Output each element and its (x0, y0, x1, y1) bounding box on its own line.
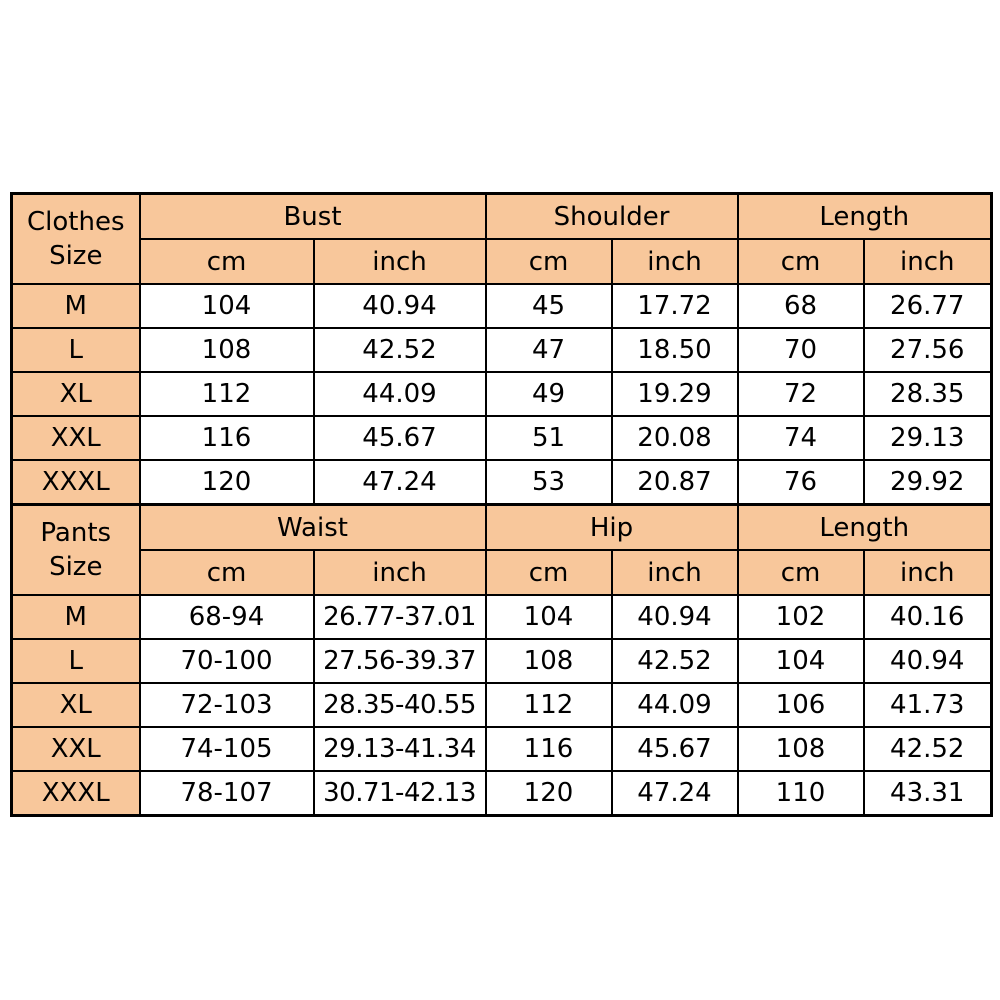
size-cell: XXL (12, 727, 140, 771)
unit-header: cm (486, 239, 612, 284)
value-cell: 76 (738, 460, 864, 505)
pants-group-length: Length (738, 505, 992, 551)
table-row (12, 416, 992, 460)
size-cell: XXXL (12, 771, 140, 816)
value-cell: 116 (140, 416, 314, 460)
clothes-unit-header-row (12, 239, 992, 284)
value-cell: 72-103 (140, 683, 314, 727)
value-cell: 104 (486, 595, 612, 639)
table-row (12, 328, 992, 372)
value-cell: 116 (486, 727, 612, 771)
clothes-group-length: Length (738, 194, 992, 240)
value-cell: 44.09 (612, 683, 738, 727)
size-cell: M (12, 284, 140, 328)
value-cell: 42.52 (612, 639, 738, 683)
value-cell: 112 (486, 683, 612, 727)
value-cell: 41.73 (864, 683, 992, 727)
value-cell: 29.13 (864, 416, 992, 460)
value-cell: 104 (738, 639, 864, 683)
value-cell: 45 (486, 284, 612, 328)
value-cell: 45.67 (314, 416, 486, 460)
value-cell: 102 (738, 595, 864, 639)
value-cell: 28.35-40.55 (314, 683, 486, 727)
size-cell: L (12, 328, 140, 372)
table-row (12, 372, 992, 416)
value-cell: 20.87 (612, 460, 738, 505)
clothes-group-bust: Bust (140, 194, 486, 240)
value-cell: 108 (738, 727, 864, 771)
value-cell: 74 (738, 416, 864, 460)
value-cell: 49 (486, 372, 612, 416)
clothes-group-header-row (12, 194, 992, 240)
pants-unit-header-row (12, 550, 992, 595)
unit-header: cm (738, 239, 864, 284)
unit-header: inch (612, 239, 738, 284)
pants-group-header-row (12, 505, 992, 551)
value-cell: 74-105 (140, 727, 314, 771)
size-cell: L (12, 639, 140, 683)
size-cell: XXL (12, 416, 140, 460)
pants-size-label: Pants (12, 505, 140, 551)
table-row (12, 727, 992, 771)
value-cell: 44.09 (314, 372, 486, 416)
unit-header: cm (140, 239, 314, 284)
value-cell: 70 (738, 328, 864, 372)
value-cell: 106 (738, 683, 864, 727)
value-cell: 40.94 (864, 639, 992, 683)
value-cell: 68-94 (140, 595, 314, 639)
table-row (12, 460, 992, 505)
value-cell: 108 (140, 328, 314, 372)
value-cell: 27.56 (864, 328, 992, 372)
value-cell: 19.29 (612, 372, 738, 416)
table-row (12, 595, 992, 639)
unit-header: cm (140, 550, 314, 595)
value-cell: 72 (738, 372, 864, 416)
value-cell: 29.13-41.34 (314, 727, 486, 771)
value-cell: 108 (486, 639, 612, 683)
value-cell: 120 (140, 460, 314, 505)
value-cell: 47.24 (612, 771, 738, 816)
value-cell: 78-107 (140, 771, 314, 816)
value-cell: 30.71-42.13 (314, 771, 486, 816)
table-row (12, 771, 992, 816)
value-cell: 40.94 (612, 595, 738, 639)
size-cell: XL (12, 683, 140, 727)
size-cell: M (12, 595, 140, 639)
value-cell: 53 (486, 460, 612, 505)
value-cell: 26.77-37.01 (314, 595, 486, 639)
size-chart-table (10, 192, 993, 817)
table-row (12, 284, 992, 328)
clothes-group-shoulder: Shoulder (486, 194, 738, 240)
value-cell: 28.35 (864, 372, 992, 416)
value-cell: 43.31 (864, 771, 992, 816)
value-cell: 42.52 (864, 727, 992, 771)
size-cell: XXXL (12, 460, 140, 505)
pants-group-waist: Waist (140, 505, 486, 551)
value-cell: 27.56-39.37 (314, 639, 486, 683)
unit-header: inch (864, 239, 992, 284)
value-cell: 18.50 (612, 328, 738, 372)
value-cell: 42.52 (314, 328, 486, 372)
value-cell: 104 (140, 284, 314, 328)
pants-group-hip: Hip (486, 505, 738, 551)
value-cell: 20.08 (612, 416, 738, 460)
value-cell: 26.77 (864, 284, 992, 328)
value-cell: 120 (486, 771, 612, 816)
value-cell: 40.16 (864, 595, 992, 639)
table-row (12, 683, 992, 727)
value-cell: 70-100 (140, 639, 314, 683)
unit-header: cm (486, 550, 612, 595)
pants-size-label-line2: Size (12, 550, 140, 595)
value-cell: 112 (140, 372, 314, 416)
unit-header: inch (612, 550, 738, 595)
value-cell: 47.24 (314, 460, 486, 505)
size-cell: XL (12, 372, 140, 416)
value-cell: 29.92 (864, 460, 992, 505)
unit-header: inch (314, 239, 486, 284)
value-cell: 45.67 (612, 727, 738, 771)
value-cell: 110 (738, 771, 864, 816)
clothes-size-label-line2: Size (12, 239, 140, 284)
unit-header: inch (864, 550, 992, 595)
value-cell: 51 (486, 416, 612, 460)
unit-header: inch (314, 550, 486, 595)
value-cell: 47 (486, 328, 612, 372)
table-row (12, 639, 992, 683)
value-cell: 17.72 (612, 284, 738, 328)
clothes-size-label: Clothes (12, 194, 140, 240)
unit-header: cm (738, 550, 864, 595)
value-cell: 68 (738, 284, 864, 328)
value-cell: 40.94 (314, 284, 486, 328)
